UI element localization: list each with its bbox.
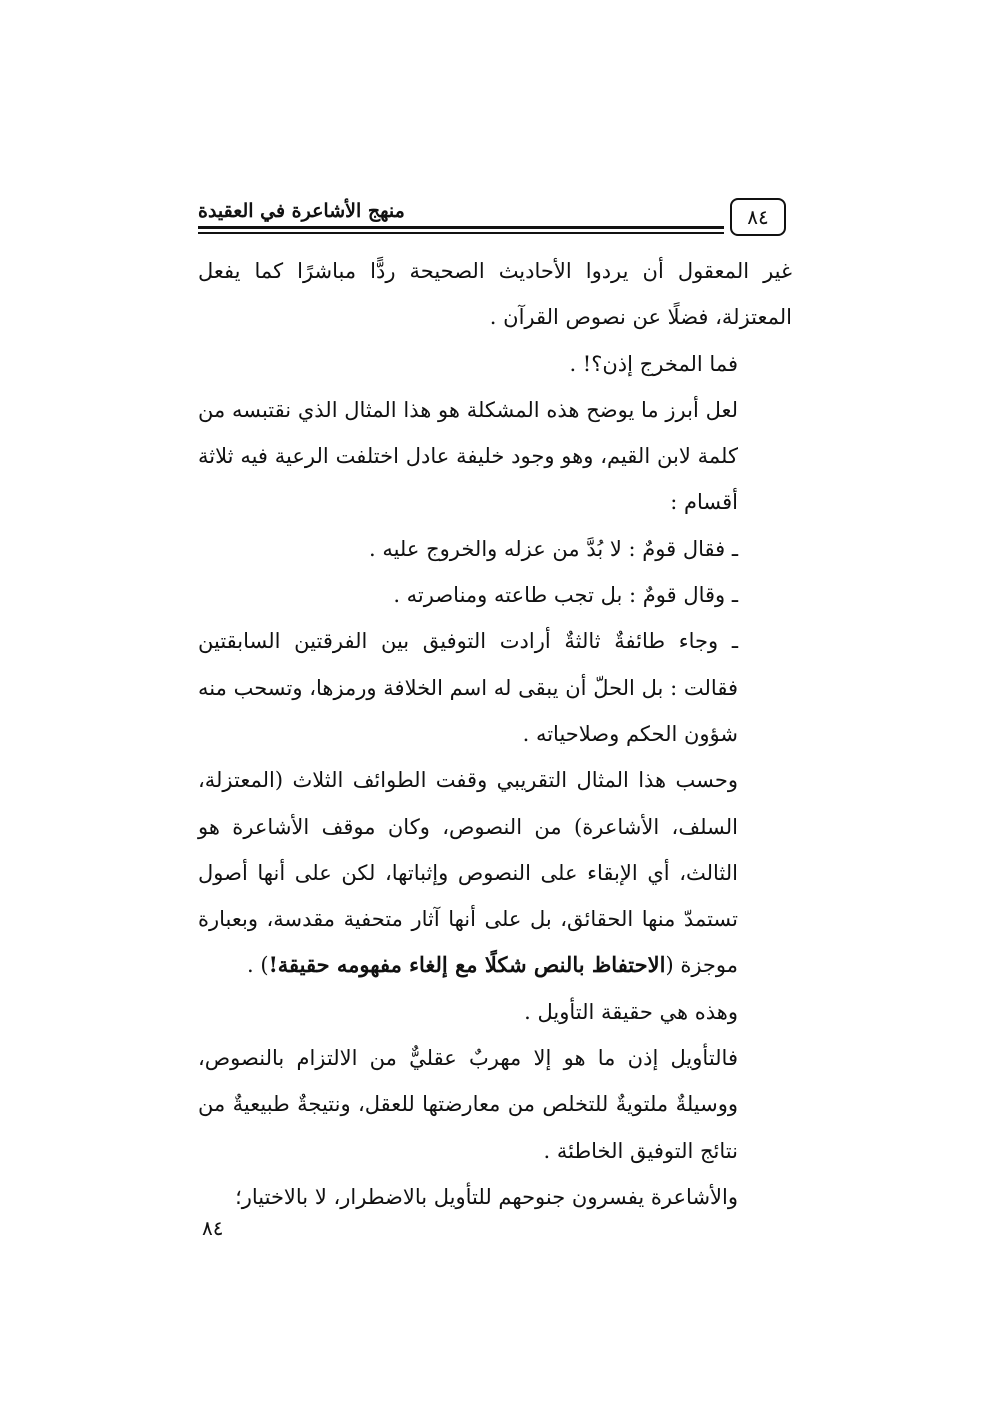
footer-page-number: ٨٤	[202, 1216, 224, 1240]
running-title: منهج الأشاعرة في العقيدة	[198, 200, 405, 222]
paragraph-9: فالتأويل إذن ما هو إلا مهربٌ عقليٌّ من الالتزام بالنصوص، ووسيلةٌ ملتويةٌ للتخلص من معارضتها للعقل، ونتيجةٌ طبيعيةٌ من نتائج التوفيق الخاطئة .	[198, 1046, 738, 1163]
paragraph-7-bold: الاحتفاظ بالنص شكلًا مع إلغاء مفهومه حقيقة!	[268, 952, 666, 978]
body-text	[198, 248, 792, 1220]
header-rule-thin	[198, 232, 724, 234]
paragraph-2: فما المخرج إذن؟! .	[569, 351, 738, 376]
list-item-3: ـ وجاء طائفةٌ ثالثةٌ أرادت التوفيق بين الفرقتين السابقتين فقالت : بل الحلّ أن يبقى له اسم الخلافة ورمزها، وتسحب منه شؤون الحكم وصلاحياته .	[198, 629, 738, 746]
paragraph-1: غير المعقول أن يردوا الأحاديث الصحيحة ردًّا مباشرًا كما يفعل المعتزلة، فضلًا عن نصوص القرآن .	[198, 259, 792, 330]
paragraph-10: والأشاعرة يفسرون جنوحهم للتأويل بالاضطرار، لا بالاختيار؛	[235, 1184, 738, 1209]
paragraph-7	[198, 757, 792, 988]
paragraph-7-part-3: ) .	[247, 953, 269, 978]
list-item-1: ـ فقال قومٌ : لا بُدَّ من عزله والخروج عليه .	[368, 536, 738, 561]
header-rule-thick	[198, 226, 724, 229]
list-item-2: ـ وقال قومٌ : بل تجب طاعته ومناصرته .	[393, 583, 738, 608]
header-page-number: ٨٤	[747, 205, 769, 229]
paragraph-8: وهذه هي حقيقة التأويل .	[524, 999, 738, 1024]
paragraph-3: لعل أبرز ما يوضح هذه المشكلة هو هذا المثال الذي نقتبسه من كلمة لابن القيم، وهو وجود خليفة عادل اختلفت الرعية فيه ثلاثة أقسام :	[198, 397, 738, 515]
paragraph-7-part-1: وحسب هذا المثال التقريبي وقفت الطوائف الثلاث (المعتزلة، السلف، الأشاعرة) من النصوص، وكان موقف الأشاعرة هو الثالث، أي الإبقاء على النصوص وإثباتها، لكن على أنها أصول تستمدّ منها الحقائق، بل على أنها آثار متحفية مقدسة، وبعبارة موجزة (	[198, 768, 738, 978]
page-header	[198, 196, 792, 240]
header-page-number-box	[730, 198, 786, 236]
